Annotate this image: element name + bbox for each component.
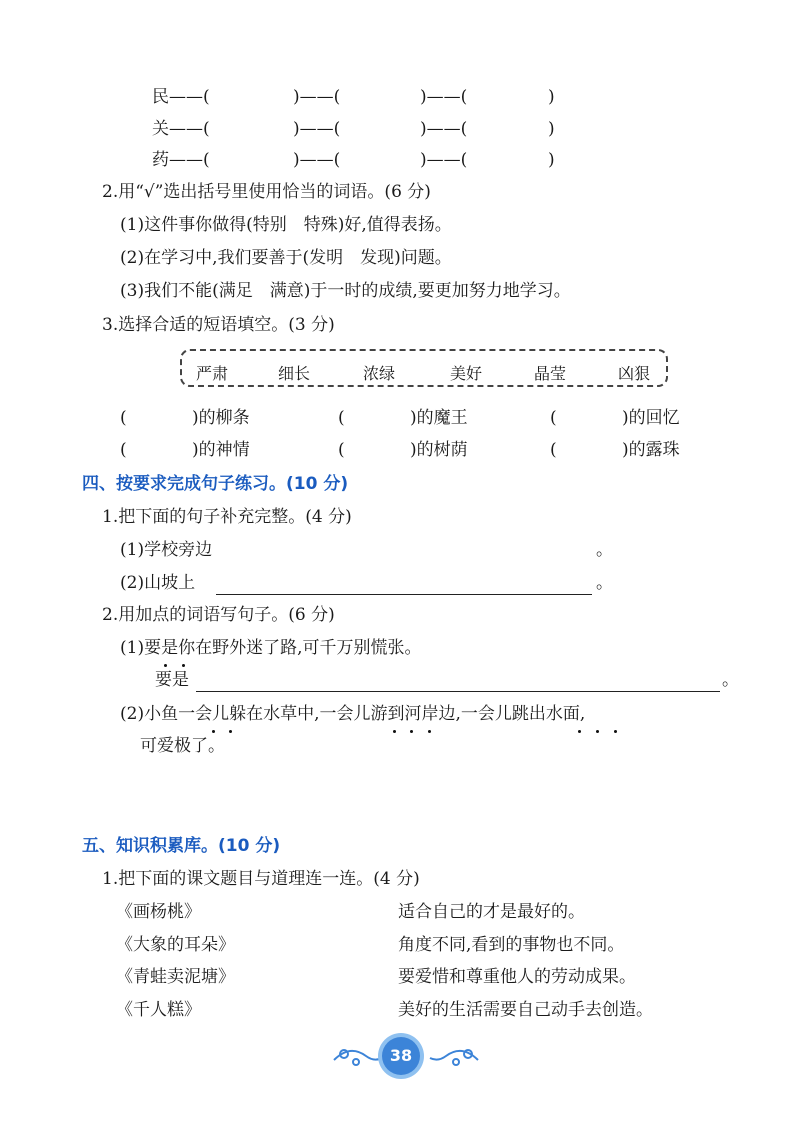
emphasis-dot	[229, 730, 232, 733]
option-word: 凶狠	[618, 364, 651, 383]
emphasis-dot	[164, 664, 167, 667]
emphasis-dot	[428, 730, 431, 733]
section-4-title: 四、按要求完成句子练习。(10 分)	[82, 474, 349, 494]
phrase: )的神情	[192, 440, 250, 460]
lesson-moral[interactable]: 角度不同,看到的事物也不同。	[398, 935, 625, 955]
q3-title: 3.选择合适的短语填空。(3 分)	[102, 315, 335, 335]
s4-q1-title: 1.把下面的句子补充完整。(4 分)	[102, 507, 352, 527]
s5-q1-title: 1.把下面的课文题目与道理连一连。(4 分)	[102, 869, 420, 889]
word-row: 民——(	[152, 87, 210, 107]
leaf-decoration-icon	[426, 1040, 482, 1072]
emphasis-dot	[393, 730, 396, 733]
lesson-moral[interactable]: 适合自己的才是最好的。	[398, 902, 585, 922]
phrase-blank: (	[120, 408, 127, 428]
word-row: 关——(	[152, 119, 210, 139]
option-word: 细长	[278, 364, 311, 383]
answer-blank[interactable]	[216, 576, 592, 595]
s4-q1-item-2: (2)山坡上	[120, 573, 196, 593]
word-row: 药——(	[152, 150, 210, 170]
word-option-box	[180, 349, 668, 387]
s4-q2-item-1: (1)要是你在野外迷了路,可千万别慌张。	[120, 638, 422, 658]
phrase: )的露珠	[622, 440, 680, 460]
q2-item-3: (3)我们不能(满足 满意)于一时的成绩,要更加努力地学习。	[120, 281, 571, 301]
q2-title: 2.用“√”选出括号里使用恰当的词语。(6 分)	[102, 182, 431, 202]
emphasis-dot	[182, 664, 185, 667]
option-word: 晶莹	[534, 364, 567, 383]
emphasis-dot	[212, 730, 215, 733]
s4-q2-item-2-cont: 可爱极了。	[140, 736, 225, 756]
q2-item-1: (1)这件事你做得(特别 特殊)好,值得表扬。	[120, 215, 452, 235]
lesson-title[interactable]: 《画杨桃》	[116, 902, 201, 922]
option-word: 严肃	[196, 364, 229, 383]
page-number: 38	[382, 1037, 420, 1075]
phrase: )的树荫	[410, 440, 468, 460]
emphasis-dot	[578, 730, 581, 733]
emphasis-dot	[410, 730, 413, 733]
phrase: )的回忆	[622, 408, 680, 428]
answer-blank[interactable]	[196, 673, 720, 692]
q2-item-2: (2)在学习中,我们要善于(发明 发现)问题。	[120, 248, 452, 268]
lesson-moral[interactable]: 美好的生活需要自己动手去创造。	[398, 1000, 653, 1020]
phrase: )的柳条	[192, 408, 250, 428]
option-word: 美好	[450, 364, 483, 383]
lesson-title[interactable]: 《千人糕》	[116, 1000, 201, 1020]
phrase: )的魔王	[410, 408, 468, 428]
lesson-moral[interactable]: 要爱惜和尊重他人的劳动成果。	[398, 967, 636, 987]
s4-q1-item-1: (1)学校旁边	[120, 540, 213, 560]
leaf-decoration-icon	[330, 1040, 386, 1072]
s4-q2-item-2: (2)小鱼一会儿躲在水草中,一会儿游到河岸边,一会儿跳出水面,	[120, 704, 586, 724]
lesson-title[interactable]: 《青蛙卖泥塘》	[116, 967, 235, 987]
s4-q2-title: 2.用加点的词语写句子。(6 分)	[102, 605, 335, 625]
emphasis-dot	[596, 730, 599, 733]
option-word: 浓绿	[363, 364, 396, 383]
emphasis-dot	[614, 730, 617, 733]
lesson-title[interactable]: 《大象的耳朵》	[116, 935, 235, 955]
section-5-title: 五、知识积累库。(10 分)	[82, 836, 281, 856]
s4-q2-prompt: 要是	[155, 670, 189, 690]
